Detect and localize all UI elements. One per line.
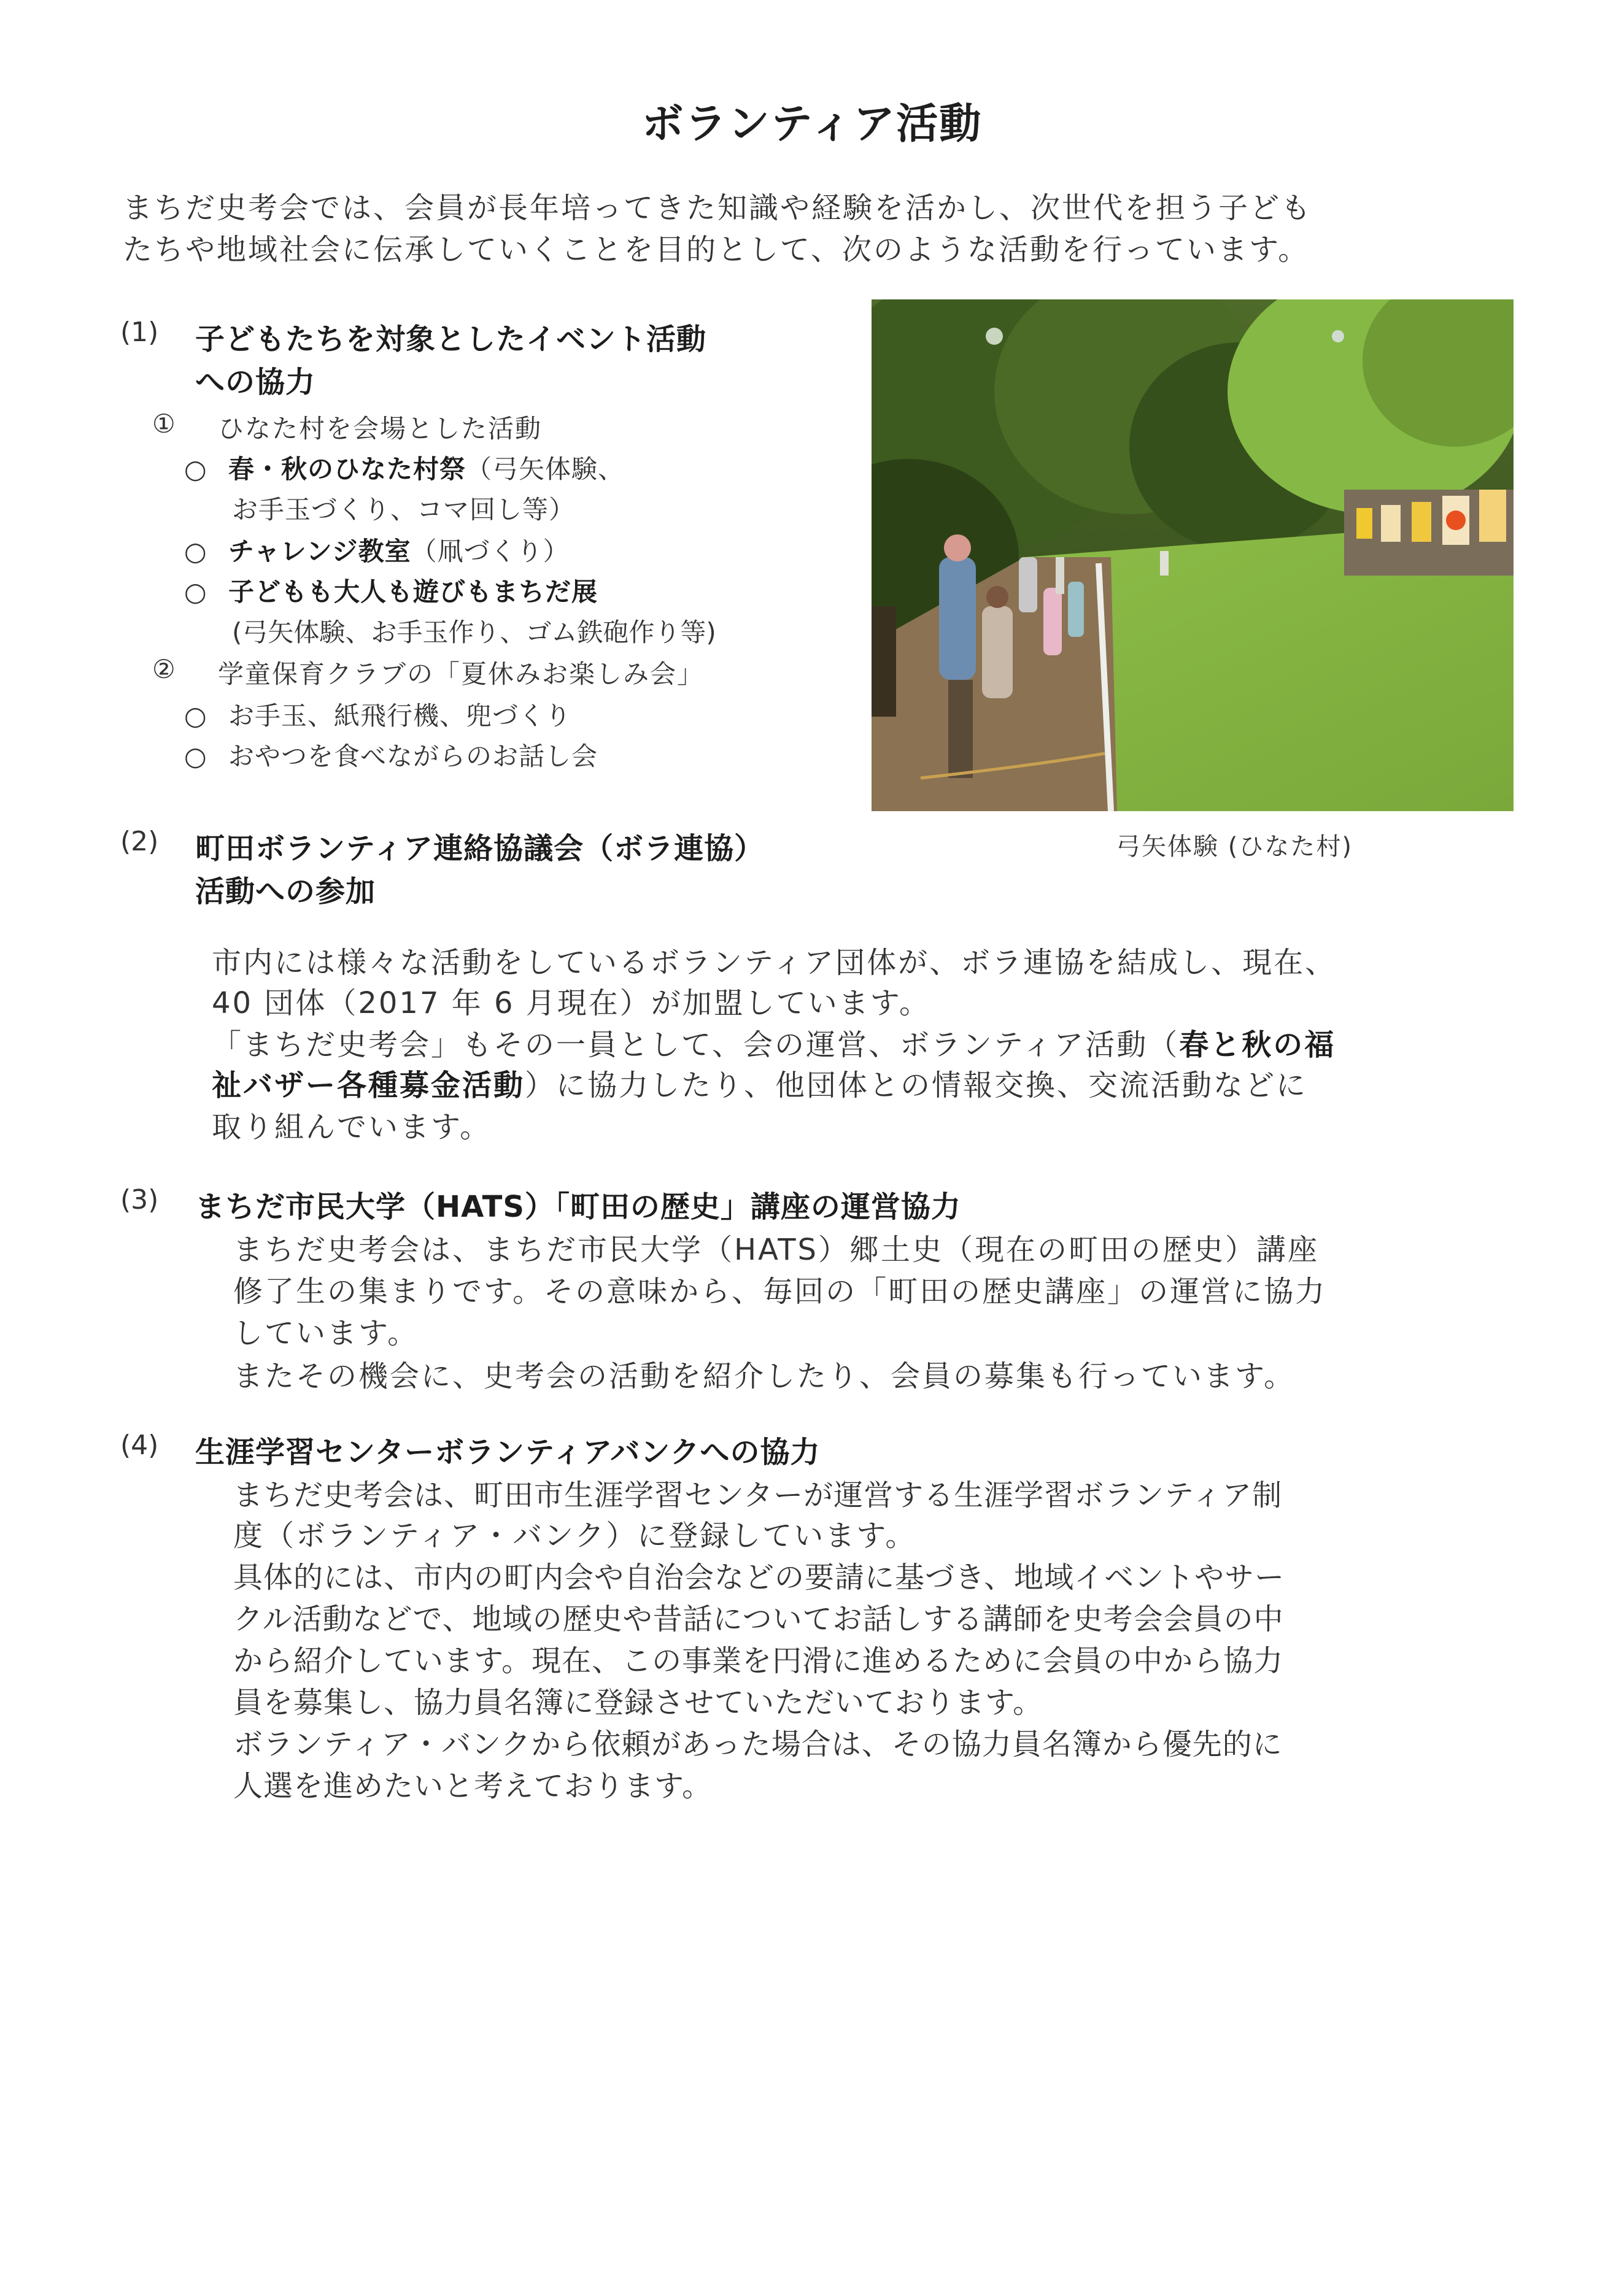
list-item: ○ 春・秋のひなた村祭（弓矢体験、 [184, 454, 625, 484]
section-4-body-line: 人選を進めたいと考えております。 [233, 1769, 713, 1803]
section-4-body-line: 度（ボランティア・バンク）に登録しています。 [233, 1519, 917, 1553]
circle-bullet-icon: ○ [184, 701, 207, 731]
section-2-body-line: 取り組んでいます。 [212, 1110, 492, 1144]
circle-bullet-icon: ○ [184, 454, 207, 484]
section-2-body-line: 祉バザー各種募金活動）に協力したり、他団体との情報交換、交流活動などに [212, 1068, 1308, 1103]
section-3-number: (3) [120, 1184, 159, 1215]
section-4-number: (4) [120, 1430, 159, 1461]
circle-bullet-icon: ○ [184, 536, 207, 566]
list-item: ○ お手玉、紙飛行機、兜づくり [184, 701, 572, 731]
section-4-body-line: クル活動などで、地域の歴史や昔話についてお話しする講師を史考会会員の中 [233, 1602, 1284, 1636]
page-title: ボランティア活動 [641, 100, 983, 148]
subsection-2-label: 学童保育クラブの「夏休みお楽しみ会」 [218, 659, 705, 689]
subsection-1-label: ひなた村を会場とした活動 [218, 414, 543, 444]
section-3-body-line: またその機会に、史考会の活動を紹介したり、会員の募集も行っています。 [233, 1359, 1296, 1393]
list-item-cont: お手玉づくり、コマ回し等） [232, 495, 576, 525]
list-item: ○ 子どもも大人も遊びもまちだ展 [184, 577, 598, 607]
section-4-body-line: から紹介しています。現在、この事業を円滑に進めるために会員の中から協力 [233, 1644, 1284, 1678]
intro-line-2: たちや地域社会に伝承していくことを目的として、次のような活動を行っています。 [123, 233, 1310, 267]
circle-bullet-icon: ○ [184, 741, 207, 771]
section-4-body-line: ボランティア・バンクから依頼があった場合は、その協力員名簿から優先的に [233, 1727, 1283, 1762]
section-3-body-line: しています。 [233, 1316, 419, 1350]
section-2-body-line: 「まちだ史考会」もその一員として、会の運営、ボランティア活動（春と秋の福 [212, 1028, 1336, 1062]
subsection-2-marker: ② [152, 654, 177, 684]
list-item: ○ おやつを食べながらのお話し会 [184, 741, 598, 771]
section-2-body-line: 市内には様々な活動をしているボランティア団体が、ボラ連協を結成し、現在、 [212, 946, 1337, 980]
section-3-body-line: 修了生の集まりです。その意味から、毎回の「町田の歴史講座」の運営に協力 [233, 1274, 1327, 1309]
list-item-cont: (弓矢体験、お手玉作り、ゴム鉄砲作り等) [232, 617, 716, 647]
section-1-heading: 子どもたちを対象としたイベント活動 [195, 322, 707, 356]
section-4-body-line: まちだ史考会は、町田市生涯学習センターが運営する生涯学習ボランティア制 [233, 1478, 1283, 1512]
section-2-body-line: 40 団体（2017 年 6 月現在）が加盟しています。 [212, 986, 930, 1020]
section-4-heading: 生涯学習センターボランティアバンクへの協力 [195, 1435, 821, 1470]
list-item: ○ チャレンジ教室（凧づくり） [184, 536, 570, 566]
section-4-body-line: 員を募集し、協力員名簿に登録させていただいております。 [233, 1685, 1043, 1720]
section-1-number: (1) [120, 317, 159, 348]
intro-line-1: まちだ史考会では、会員が長年培ってきた知識や経験を活かし、次世代を担う子ども [123, 191, 1313, 225]
archery-photo [872, 299, 1514, 811]
photo-caption: 弓矢体験 (ひなた村) [1116, 833, 1353, 861]
section-1-heading-cont: への協力 [195, 365, 316, 399]
section-2-heading: 町田ボランティア連絡協議会（ボラ連協） [195, 831, 765, 866]
section-2-heading-cont: 活動への参加 [195, 874, 376, 909]
circle-bullet-icon: ○ [184, 577, 207, 607]
subsection-1-marker: ① [152, 409, 177, 439]
section-3-body-line: まちだ史考会は、まちだ市民大学（HATS）郷土史（現在の町田の歴史）講座 [233, 1233, 1319, 1267]
section-2-number: (2) [120, 826, 159, 857]
section-3-heading: まちだ市民大学（HATS）「町田の歴史」講座の運営協力 [195, 1190, 961, 1224]
section-4-body-line: 具体的には、市内の町内会や自治会などの要請に基づき、地域イベントやサー [233, 1560, 1285, 1595]
